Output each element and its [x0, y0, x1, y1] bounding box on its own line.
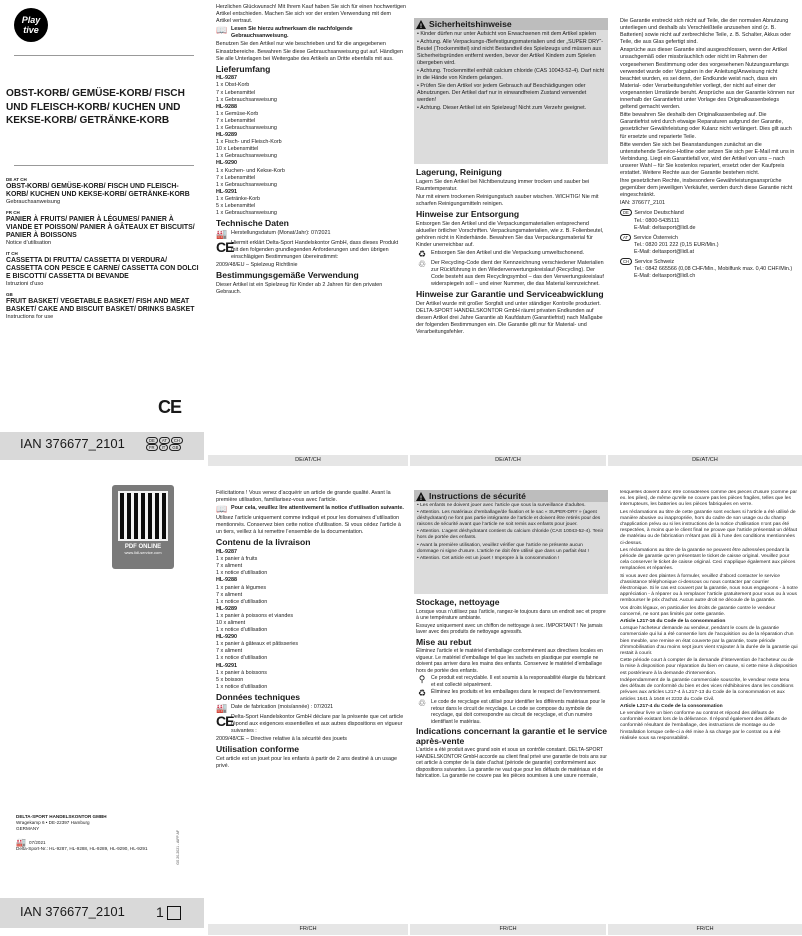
badge-at: AT — [159, 437, 170, 444]
footer-bottom-2: FR/CH — [410, 924, 606, 935]
country-badges-it: IT CH — [6, 251, 18, 256]
scope-code: HL-9289 — [216, 132, 237, 139]
scope-line: 1 x panier à fruits — [216, 556, 258, 563]
scope-line: 1 x Gebrauchsanweisung — [216, 181, 277, 188]
scope-line: 7 x aliment — [216, 591, 243, 598]
scope-code: HL-9287 — [216, 75, 237, 82]
country-badges-de: DE AT CH — [6, 177, 27, 182]
de-tech-date: Herstellungsdatum (Monat/Jahr): 07/2021 — [231, 229, 331, 236]
book-icon: 📖 — [216, 25, 228, 36]
badge-ch: CH — [171, 437, 183, 444]
scope-code: HL-9291 — [216, 662, 237, 669]
fr-tech-ce-row — [216, 714, 406, 735]
scope-line: 1 x panier à poissons et viandes — [216, 612, 294, 619]
fr-safety-item: • Attention. L’agent déshydratant contient du calcium chloride (CAS 10043-52-4). Tenir hors de portée des enfants. — [417, 529, 604, 541]
de-tech-heading: Technische Daten — [216, 218, 289, 229]
fr-warranty-1: lesquelles doivent donc être considérées comme des pièces d’usure (comme par ex. les piles), de même qu’elle ne couvre pas les pièces fragiles, telles que les interrupteurs, les batteries ou les pièces fabriquées en verre. — [620, 490, 798, 508]
fr-safety-header — [414, 490, 608, 502]
footer-bottom-1: FR/CH — [208, 924, 408, 935]
scope-line: 1 x notice d’utilisation — [216, 598, 268, 605]
footer-top-3: DE/AT/CH — [608, 455, 802, 466]
de-storage-heading: Lagerung, Reinigung — [416, 167, 502, 177]
brand-name: Play tive — [21, 15, 41, 35]
service-de — [620, 209, 796, 231]
scope-line: 10 x aliment — [216, 620, 246, 626]
brand-logo — [14, 8, 48, 42]
de-scope-list — [216, 75, 406, 217]
de-safety-item: • Achtung. Alle Verpackungs-/Befestigungsmaterialien und der „SUPER DRY“-Beutel (Trockenmittel) sind nicht Bestandteil des Spielzeugs und müssen aus Sicherheitsgründen entfernt werden, bevor der Artikel Kindern zum Spielen übergeben wird. — [417, 39, 604, 66]
qr-url: www.lidl-service.com — [124, 550, 162, 555]
factory-icon: 🏭 — [16, 838, 26, 847]
safety-text: Achtung. Dieser Artikel ist ein Spielzeug! Nicht zum Verzehr geeignet. — [420, 105, 587, 111]
safety-text: Attention. Les matériaux d’emballage/de fixation et le sac « SUPER-DRY » (agent déshydratant) ne font pas partie intégrante de l’article et doivent être retirés pour des raisons de sécurité avant que l’article ne soit remis aux enfants pour jouer. — [417, 510, 601, 528]
service-tel: Tel.: 0842 665566 (0,08 CHF/Min., Mobilfunk max. 0,40 CHF/Min.) — [634, 266, 793, 273]
scope-line: 1 x panier à légumes — [216, 584, 267, 591]
delta-sport-number: Delta-Sport-Nr.: HL-9287, HL-9288, HL-9289, HL-9290, HL-9291 — [16, 846, 148, 851]
scope-code: HL-9288 — [216, 103, 237, 110]
fr-column-3 — [620, 490, 798, 926]
scope-line: 1 x Gebrauchsanweisung — [216, 153, 277, 160]
de-tech-ce-row — [216, 240, 406, 261]
de-read-label: Lesen Sie hierzu aufmerksam die nachfolgende Gebrauchsanweisung. — [231, 26, 353, 40]
fr-read-text: Utilisez l’article uniquement comme indiqué et pour les domaines d’utilisation mentionnés. Conservez bien cette notice d’utilisation. Si vous cédez l’article à un tiers, veillez à lui remettre l’ensemble de la documentation. — [216, 515, 401, 536]
de-column-1 — [216, 4, 406, 444]
de-warranty-5: Ihre gesetzlichen Rechte, insbesondere Gewährleistungsansprüche gegenüber dem jeweiligen Verkäufer, werden durch diese Garantie nicht eingeschränkt. — [620, 178, 793, 199]
fr-safety-list — [414, 502, 608, 564]
de-intro: Herzlichen Glückwunsch! Mit Ihrem Kauf haben Sie sich für einen hochwertigen Artikel entschieden. Machen Sie sich vor der ersten Verwendung mit dem Artikel vertraut. — [216, 4, 406, 25]
fr-article-1-text-b: Cette période court à compter de la demande d’intervention de l’acheteur ou de la mise à disposition pour réparation du bien en cause, si cette mise à disposition est postérieure à la demande d’intervention. — [620, 658, 798, 676]
cover-title: OBST-KORB/ GEMÜSE-KORB/ FISCH UND FLEISCH-KORB/ KUCHEN UND KEKSE-KORB/ GETRÄNKE-KORB — [6, 88, 185, 127]
scope-line: 7 x aliment — [216, 563, 243, 570]
fr-warranty-text: L’article a été produit avec grand soin et sous un contrôle constant. DELTA-SPORT HANDELSKONTOR GmbH accorde au client final privé une garantie de trois ans sur cet article à compter de la date d’achat (période de garantie) conformément aux dispositions suivantes. La garantie ne vaut que pour les défauts de matériaux et de fabrication. La garantie ne couvre pas les pièces soumises à une usure normale, — [416, 747, 608, 780]
page-box-icon — [167, 906, 181, 920]
scope-line: 1 x Getränke-Korb — [216, 195, 261, 202]
fr-tech-date-row — [216, 704, 406, 713]
triman-icon: ⚲ — [418, 674, 426, 685]
safety-text: Achtung. Alle Verpackungs-/Befestigungsmaterialien und der „SUPER DRY“-Beutel (Trockenmittel) sind nicht Bestandteil des Spielzeugs und müssen aus Sicherheitsgründen entfernt werden, bevor der Artikel Kindern zum Spielen übergeben wird. — [417, 39, 604, 66]
de-safety-box — [414, 18, 608, 164]
fr-tech-heading: Données techniques — [216, 691, 301, 702]
scope-line: 5 x Lebensmittel — [216, 203, 256, 210]
de-disposal-text: Entsorgen Sie den Artikel und die Verpackungsmaterialien entsprechend aktueller örtlicher Vorschriften. Verpackungsmaterialien, wie z. B. Folienbeutel, gehören nicht in Kinderhände. Bewahren Sie das Verpackungsmaterial für Kinder unerreichbar auf. — [416, 220, 604, 248]
fr-article-1-text: Lorsque l’acheteur demande au vendeur, pendant le cours de la garantie commerciale qui lui a été consentie lors de l’acquisition ou de la réparation d’un bien meuble, une remise en état couverte par la garantie, toute période d’immobilisation d’au moins sept jours vient s’ajouter à la durée de la garantie qui restait à courir. — [620, 626, 798, 657]
de-safety-item: • Prüfen Sie den Artikel vor jedem Gebrauch auf Beschädigungen oder Abnutzungen. Der Artikel darf nur in einwandfreiem Zustand verwendet werden! — [417, 83, 587, 103]
fr-warranty-4: Si vous avez des plaintes à formuler, veuillez d’abord contacter le service d’assistance téléphonique ci-dessous ou nous contacter par courrier électronique. Si le cas est couvert par la garantie, nous nous engageons - à notre appréciation - à réparer ou à remplacer l’article gratuitement pour vous ou à vous rembourser le prix d’achat. Aucun autre droit ne découle de la garantie. — [620, 573, 798, 604]
footer-top-1: DE/AT/CH — [208, 455, 408, 466]
de-storage-text-2: Nur mit einem trockenen Reinigungstuch sauber wischen. WICHTIG! Nie mit scharfen Reinigungsmitteln reinigen. — [416, 193, 599, 207]
fr-recycle-row — [416, 699, 608, 725]
scope-line: 7 x Lebensmittel — [216, 117, 256, 124]
cover-panel-top — [0, 0, 204, 451]
fr-scope-item — [216, 549, 406, 577]
fr-scope-item — [216, 634, 406, 662]
de-disposal-icon-text: Entsorgen Sie den Artikel und die Verpackung umweltschonend. — [431, 249, 585, 256]
recycle-bin-icon: ♻ — [417, 688, 427, 699]
de-scope-item — [216, 189, 406, 217]
de-disposal-icon-row — [416, 250, 608, 259]
scope-line: 1 x Gebrauchsanweisung — [216, 96, 277, 103]
scope-line: 7 x Lebensmittel — [216, 174, 256, 181]
de-warranty-1: Die Garantie erstreckt sich nicht auf Teile, die der normalen Abnutzung unterliegen und deshalb als Verschleißteile anzusehen sind (z. B. Batterien) sowie nicht auf zerbrechliche Teile, z. B. Schalter, Akkus oder Teile, die aus Glas gefertigt sind. — [620, 18, 791, 46]
fr-article-1-heading: Article L217-16 du Code de la consommation — [620, 619, 726, 625]
fr-storage-heading: Stockage, nettoyage — [416, 597, 500, 607]
scope-line: 5 x boisson — [216, 676, 244, 683]
de-safety-header — [414, 18, 608, 30]
fr-recycle-text: Le code de recyclage est utilisé pour identifier les différents matériaux pour le retour dans le circuit de recyclage. Le code se compose du symbole de recyclage, qui doit correspondre au circuit de recyclage, et d’un numéro identifiant le matériau. — [431, 699, 606, 725]
badge-gb: GB — [169, 444, 181, 451]
de-read-note — [216, 26, 406, 40]
safety-text: Kinder dürfen nur unter Aufsicht von Erwachsenen mit dem Artikel spielen — [420, 31, 596, 37]
safety-text: Attention. L’agent déshydratant contient du calcium chloride (CAS 10043-52-4). Tenir hors de portée des enfants. — [417, 529, 604, 541]
fr-use-text: Cet article est un jouet pour les enfants à partir de 2 ans destiné à un usage privé. — [216, 755, 397, 769]
fr-article-2-text: Le vendeur livre un bien conforme au contrat et répond des défauts de conformité existant lors de la délivrance. Il répond également des défauts de conformité résultant de l’emballage, des instructions de montage ou de l’installation lorsque celle-ci a été mise à sa charge par le contrat ou a été réalisée sous sa responsabilité. — [620, 710, 787, 741]
it-title: CASSETTA DI FRUTTA/ CASSETTA DI VERDURA/ CASSETTA CON PESCE E CARNE/ CASSETTA CON DOLCI E BISCOTTI/ CASSETTA DI BEVANDE — [6, 257, 199, 280]
fr-disposal-icon-row-1 — [416, 675, 608, 688]
de-use-heading: Bestimmungsgemäße Verwendung — [216, 270, 359, 281]
country-badges-gb: GB — [6, 292, 13, 297]
fr-read-note — [216, 505, 406, 514]
de-safety-item: • Kinder dürfen nur unter Aufsicht von Erwachsenen mit dem Artikel spielen — [417, 31, 596, 37]
cover-panel-bottom — [0, 470, 204, 936]
de-recycle-row — [416, 260, 608, 288]
company-name: DELTA-SPORT HANDELSKONTOR GMBH — [16, 814, 107, 819]
scope-line: 1 x Gebrauchsanweisung — [216, 125, 277, 131]
de-column-2 — [416, 166, 608, 446]
scope-line: 1 x Gemüse-Korb — [216, 110, 259, 117]
footer-top-2: DE/AT/CH — [410, 455, 606, 466]
scope-line: 1 x Fisch- und Fleisch-Korb — [216, 139, 282, 146]
de-safety-item: • Achtung. Dieser Artikel ist ein Spielzeug! Nicht zum Verzehr geeignet. — [417, 105, 587, 111]
de-tech-date-row — [216, 230, 406, 239]
fr-tech-directive: 2009/48/CE – Directive relative à la sécurité des jouets — [216, 735, 347, 742]
scope-line: 1 x notice d’utilisation — [216, 627, 268, 634]
fr-article-1-text-c: Indépendamment de la garantie commerciale souscrite, le vendeur reste tenu des défauts de conformité du bien et des vices rédhibitoires dans les conditions prévues aux articles L217-4 à L217-13 du Code de la consommation et aux articles 1641 à 1648 et 2232 du Code Civil. — [620, 677, 794, 702]
fr-safety-item: • Avant la première utilisation, veuillez vérifier que l’article ne présente aucun dommage ni signe d’usure. L’article ne doit être utilisé que dans un parfait état ! — [417, 542, 589, 554]
qr-block — [112, 485, 174, 569]
fr-warranty-heading: Indications concernant la garantie et le service après-vente — [416, 726, 608, 746]
it-subtitle: Istruzioni d’uso — [6, 281, 44, 287]
scope-line: 7 x Lebensmittel — [216, 89, 256, 96]
fr-title: PANIER À FRUITS/ PANIER À LÉGUMES/ PANIER À VIANDE ET POISSON/ PANIER À GÂTEAUX ET BISCUITS/ PANIER À BOISSONS — [6, 216, 195, 239]
recycling-code-icon: ♲ — [417, 258, 427, 269]
ian-badges — [146, 437, 194, 451]
fr-safety-item: • Attention. Cet article est un jouet ! Impropre à la consommation ! — [417, 555, 560, 561]
scope-code: HL-9290 — [216, 634, 237, 641]
safety-text: Attention. Cet article est un jouet ! Impropre à la consommation ! — [419, 555, 560, 561]
scope-code: HL-9289 — [216, 605, 237, 612]
scope-code: HL-9290 — [216, 160, 237, 167]
fr-subtitle: Notice d’utilisation — [6, 240, 52, 246]
book-icon: 📖 — [216, 504, 228, 515]
scope-line: 1 x notice d’utilisation — [216, 683, 268, 690]
company-address: Wragekamp 6 • DE-22397 Hamburg — [16, 820, 90, 825]
fr-use-heading: Utilisation conforme — [216, 743, 300, 754]
page-number: 1 — [156, 904, 164, 920]
de-disposal-heading: Hinweise zur Entsorgung — [416, 208, 520, 219]
fr-disposal-text: Éliminez l’article et le matériel d’emballage conformément aux directives locales en vigueur. Le matériel d’emballage tel que les sachets en plastique par exemple ne doivent pas arriver dans les mains des enfants. Conservez le matériel d’emballage hors de portée des enfants. — [416, 648, 603, 674]
service-mail: E-Mail: deltasport@lidl.at — [634, 248, 694, 255]
gb-title: FRUIT BASKET/ VEGETABLE BASKET/ FISH AND MEAT BASKET/ CAKE AND BISCUIT BASKET/ DRINKS BASKET — [6, 298, 195, 313]
qr-label: PDF ONLINE — [124, 544, 162, 550]
de-scope-item — [216, 75, 406, 103]
fr-scope-item — [216, 577, 406, 605]
scope-line: 1 x notice d’utilisation — [216, 655, 268, 662]
de-storage-text: Lagern Sie den Artikel bei Nichtbenutzung immer trocken und sauber bei Raumtemperatur. — [416, 178, 590, 192]
ian-number-bottom: IAN 376677_2101 — [20, 904, 125, 919]
company-block — [16, 814, 202, 852]
fr-disposal-icon-text-2: Éliminez les produits et les emballages dans le respect de l’environnement. — [431, 689, 601, 696]
de-warranty-3: Bitte bewahren Sie deshalb den Originalkassenbeleg auf. Die Garantiefrist wird durch etwaige Reparaturen aufgrund der Garantie, gesetzlicher Gewährleistung oder Kulanz nicht verlängert. Dies gilt auch für ersetzte und reparierte Teile. — [620, 112, 792, 140]
fr-scope-item — [216, 663, 406, 691]
country-badges-fr: FR CH — [6, 210, 20, 215]
service-tel: Tel.: 0800-5435111 — [634, 217, 680, 224]
fr-intro: Félicitations ! Vous venez d’acquérir un article de grande qualité. Avant la première utilisation, familiarisez-vous avec l’article. — [216, 490, 391, 504]
footer-bottom-3: FR/CH — [608, 924, 802, 935]
fr-storage-text-2: Essuyez uniquement avec un chiffon de nettoyage à sec. IMPORTANT ! Ne jamais laver avec des produits de nettoyage agressifs. — [416, 622, 603, 636]
de-warranty-heading: Hinweise zur Garantie und Serviceabwicklung — [416, 289, 604, 300]
fr-scope-heading: Contenu de la livraison — [216, 537, 311, 548]
de-warranty-2: Ansprüche aus dieser Garantie sind ausgeschlossen, wenn der Artikel unsachgemäß oder missbräuchlich oder nicht im Rahmen der vorgesehenen Bestimmung oder des vorgesehenen Nutzungsumfangs verwendet wurde oder Vorgaben in der Anleitung/Anweisung nicht beachtet wurden, es sei denn, der Endkunde weist nach, dass ein Material- oder Verarbeitungsfehler vorliegt, der nicht auf einer der vorgenannten Umstände beruht. Ansprüche aus der Garantie können nur innerhalb der Garantiefrist unter Vorlage des Originalkassenbelegs geltend gemacht werden. — [620, 47, 795, 111]
ce-icon: CE — [216, 712, 234, 729]
language-list — [6, 176, 200, 396]
scope-code: HL-9291 — [216, 188, 237, 195]
safety-text: Prüfen Sie den Artikel vor jedem Gebrauch auf Beschädigungen oder Abnutzungen. Der Artikel darf nur in einwandfreiem Zustand verwendet werden! — [417, 83, 587, 103]
gb-subtitle: Instructions for use — [6, 314, 54, 320]
service-badge: DE — [620, 209, 632, 216]
fr-disposal-icon-row-2 — [416, 689, 608, 698]
ce-icon: CE — [216, 238, 234, 255]
fr-read-label: Pour cela, veuillez lire attentivement la notice d’utilisation suivante. — [231, 505, 404, 512]
scope-line: 1 x notice d’utilisation — [216, 570, 268, 577]
recycle-bin-icon: ♻ — [417, 248, 427, 259]
cover-divider-2 — [14, 165, 194, 166]
de-column-3 — [620, 18, 796, 446]
service-name: Service Schweiz — [634, 259, 675, 265]
de-scope-item — [216, 160, 406, 188]
de-scope-heading: Lieferumfang — [216, 63, 271, 74]
fr-safety-box — [414, 490, 608, 594]
fr-disposal-icon-text-1: Ce produit est recyclable. Il est soumis à la responsabilité élargie du fabricant et est collecté séparément. — [431, 675, 606, 688]
ian-number: IAN 376677_2101 — [20, 436, 125, 451]
badge-de: DE — [146, 437, 158, 444]
side-code: GS 20-2021 - AIFP AF — [176, 830, 180, 865]
fr-disposal-heading: Mise au rebut — [416, 636, 472, 647]
scope-line: 1 x Obst-Korb — [216, 82, 250, 89]
warning-icon — [416, 20, 426, 29]
factory-icon: 🏭 — [216, 702, 228, 713]
fr-storage-text: Lorsque vous n’utilisez pas l’article, rangez-le toujours dans un endroit sec et propre à une température ambiante. — [416, 608, 606, 622]
warning-icon — [416, 492, 426, 501]
scope-line: 1 x panier à boissons — [216, 669, 267, 676]
de-scope-item — [216, 104, 406, 132]
de-safety-item: • Achtung. Trockenmittel enthält calcium chloride (CAS 10043-52-4). Darf nicht in die Hände von Kindern gelangen. — [417, 68, 605, 81]
service-at — [620, 234, 796, 256]
badge-it: IT — [159, 444, 169, 451]
recycling-code-icon: ♲ — [417, 698, 427, 709]
service-badge: AT — [620, 234, 631, 241]
fr-safety-item: • Attention. Les matériaux d’emballage/de fixation et le sac « SUPER-DRY » (agent déshydratant) ne font pas partie intégrante de l’article et doivent être retirés pour des raisons de sécurité avant que l’article ne soit remis aux enfants pour jouer. — [417, 510, 601, 528]
safety-text: Avant la première utilisation, veuillez vérifier que l’article ne présente aucun dommage ni signe d’usure. L’article ne doit être utilisé que dans un parfait état ! — [417, 542, 589, 554]
scope-code: HL-9288 — [216, 577, 237, 584]
scope-line: 1 x panier à gâteaux et pâtisseries — [216, 641, 299, 648]
fr-tech-ce: Delta-Sport Handelskontor GmbH déclare par la présente que cet article répond aux exigences essentielles et aux autres dispositions en vigueur suivantes : — [231, 713, 404, 734]
manufacture-date: 07/2021 — [28, 840, 46, 845]
de-safety-heading: Sicherheitshinweise — [429, 19, 512, 29]
service-ch — [620, 258, 796, 280]
de-subtitle: Gebrauchsanweisung — [6, 199, 61, 205]
qr-code-icon — [118, 491, 168, 541]
cover-divider — [14, 55, 194, 56]
de-tech-directive: 2009/48/EU – Spielzeug Richtlinie — [216, 262, 298, 269]
scope-line: 1 x Kuchen- und Kekse-Korb — [216, 167, 285, 174]
fr-safety-item: • Les enfants ne doivent jouer avec l’article que sous la surveillance d’adultes. — [417, 503, 586, 508]
scope-line: 10 x Lebensmittel — [216, 146, 259, 153]
de-use-text: Dieser Artikel ist ein Spielzeug für Kinder ab 2 Jahren für den privaten Gebrauch. — [216, 281, 383, 295]
de-recycle-text: Der Recycling-Code dient der Kennzeichnung verschiedener Materialien zur Rückführung in den Wiederverwertungskreislauf (Recycling). Der Code besteht aus dem Recyclingsymbol – das den Verwertungskreislauf widerspiegeln soll – und einer Nummer, die das Material kennzeichnet. — [431, 259, 604, 288]
fr-tech-date: Date de fabrication (mois/année) : 07/2021 — [231, 703, 334, 710]
safety-text: Les enfants ne doivent jouer avec l’article que sous la surveillance d’adultes. — [420, 503, 586, 508]
service-badge: CH — [620, 258, 632, 265]
de-tech-ce: Hiermit erklärt Delta-Sport Handelskontor GmbH, dass dieses Produkt mit den folgenden grundlegenden Anforderungen und den übrigen einschlägigen Bestimmungen übereinstimmt: — [231, 239, 399, 260]
fr-warranty-3: Les réclamations au titre de la garantie ne peuvent être adressées pendant la période de garantie qu’en présentant le ticket de caisse original. Veuillez pour cela conserver le ticket de caisse original. Ceci s’applique également aux pièces remplacées et réparées. — [620, 547, 796, 572]
badge-fr: FR — [146, 444, 158, 451]
company-country: GERMANY — [16, 826, 40, 831]
fr-safety-heading: Instructions de sécurité — [429, 491, 526, 501]
scope-line: 7 x aliment — [216, 648, 243, 655]
fr-scope-item — [216, 606, 406, 634]
fr-warranty-2: Les réclamations au titre de cette garantie sont exclues si l’article a été utilisé de manière abusive ou inappropriée, hors du cadre de son usage ou du champ d’application prévu ou si les instructions de la notice d’utilisation n’ont pas été respectées, à moins que le client final ne prouve que l’article présentait un défaut de matériau ou de fabrication n’étant pas dû à l’une des conditions mentionnées ci-dessus. — [620, 509, 798, 546]
de-warranty-4: Bitte wenden Sie sich bei Beanstandungen zunächst an die untenstehende Service-Hotline oder setzen Sie sich per E-Mail mit uns in Verbindung. Liegt ein Garantiefall vor, wird der Artikel von uns – nach unserer Wahl – für Sie kostenlos repariert, ersetzt oder der Kaufpreis erstattet. Weitere Rechte aus der Garantie bestehen nicht. — [620, 141, 795, 176]
service-mail: E-Mail: deltasport@lidl.ch — [634, 273, 696, 280]
fr-article-2-heading: Article L217-4 du Code de la consommation — [620, 703, 723, 709]
fr-column-1 — [216, 490, 406, 920]
fr-scope-list — [216, 549, 406, 691]
de-read-text: Benutzen Sie den Artikel nur wie beschrieben und für die angegebenen Einsatzbereiche. Bewahren Sie diese Gebrauchsanweisung gut auf. Händigen Sie alle Unterlagen bei Weitergabe des Artikels an Dritte ebenfalls mit aus. — [216, 41, 403, 62]
service-name: Service Österreich — [633, 234, 678, 241]
de-title: OBST-KORB/ GEMÜSE-KORB/ FISCH UND FLEISCH-KORB/ KUCHEN UND KEKSE-KORB/ GETRÄNKE-KORB — [6, 183, 190, 198]
service-name: Service Deutschland — [634, 210, 684, 217]
ce-mark: CE — [158, 397, 182, 417]
fr-column-2 — [416, 596, 608, 926]
de-safety-list — [414, 30, 608, 114]
de-ian: IAN: 376677_2101 — [620, 200, 665, 207]
fr-warranty-5: Vos droits légaux, en particulier les droits de garantie contre le vendeur concerné, ne sont pas limités par cette garantie. — [620, 605, 776, 617]
safety-text: Achtung. Trockenmittel enthält calcium chloride (CAS 10043-52-4). Darf nicht in die Hände von Kindern gelangen. — [417, 68, 605, 81]
de-scope-item — [216, 132, 406, 160]
service-tel: Tel.: 0820 201 222 (0,15 EUR/Min.) — [634, 241, 719, 248]
factory-icon: 🏭 — [216, 228, 228, 239]
de-warranty-text: Der Artikel wurde mit großer Sorgfalt und unter ständiger Kontrolle produziert. DELTA-SPORT HANDELSKONTOR GmbH räumt privaten Endkunden auf diesen Artikel drei Jahre Garantie ab Kaufdatum (Garantiefrist) nach Maßgabe der folgenden Bestimmungen ein. Die Garantie gilt nur für Material- und Verarbeitungsfehler. — [416, 300, 603, 336]
service-mail: E-Mail: deltasport@lidl.de — [634, 224, 696, 231]
scope-line: 1 x Gebrauchsanweisung — [216, 210, 277, 217]
scope-code: HL-9287 — [216, 549, 237, 556]
